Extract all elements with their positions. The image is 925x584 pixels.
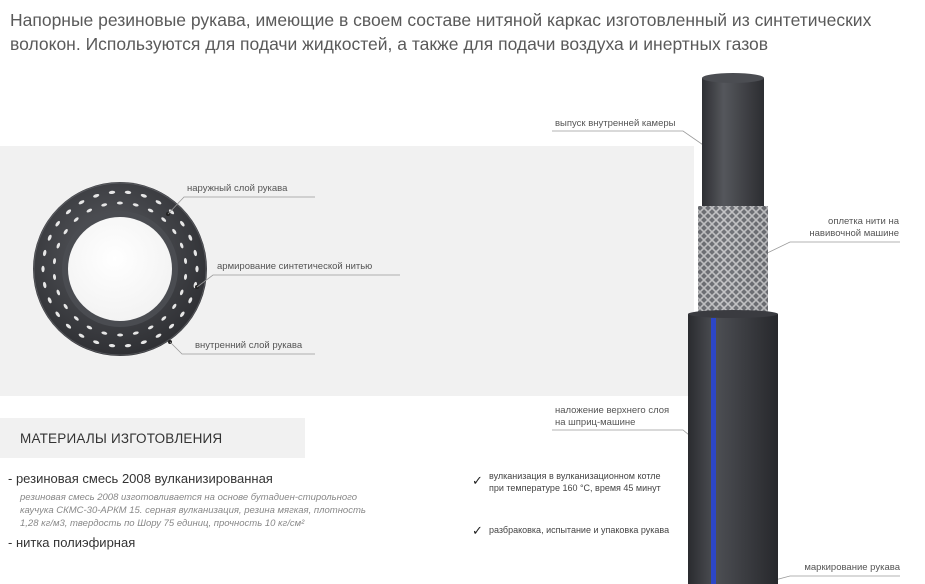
desc-line: каучука СКМС-30-АРКМ 15. серная вулканизация, резина мягкая, плотность [20, 505, 366, 516]
desc-line: 1,28 кг/м3, твердость по Шору 75 единиц, прочность 10 кг/см² [20, 518, 305, 529]
label-reinforcement: армирование синтетической нитью [217, 261, 373, 272]
label-braiding-1: оплетка нити на [828, 216, 899, 227]
materials-title: МАТЕРИАЛЫ ИЗГОТОВЛЕНИЯ [20, 431, 223, 446]
label-marking: маркирование рукава [804, 562, 900, 573]
label-top-layer-1: наложение верхнего слоя [555, 405, 670, 416]
outer-hose [688, 314, 778, 584]
intro-text: Напорные резиновые рукава, имеющие в своем составе нитяной каркас изготовленный из синтетических волокон. Используются для подачи жидкостей, а также для подачи воздуха и инертных газов [10, 10, 872, 54]
label-top-layer-2: на шприц-машине [555, 417, 636, 428]
check-icon: ✓ [472, 523, 483, 538]
label-inner-layer: внутренний слой рукава [195, 340, 303, 351]
marking-stripe [711, 318, 716, 584]
material-polyester: - нитка полиэфирная [8, 535, 136, 550]
desc-line: резиновая смесь 2008 изготовливается на основе бутадиен-стирольного [20, 492, 358, 503]
label-braiding-2: навивочной машине [809, 228, 899, 239]
step-vulcanization-1: вулканизация в вулканизационном котле [489, 471, 661, 481]
step-testing: разбраковка, испытание и упаковка рукава [489, 525, 670, 535]
label-outer-layer: наружный слой рукава [187, 183, 288, 194]
step-vulcanization-2: при температуре 160 °С, время 45 минут [489, 483, 661, 493]
material-rubber: - резиновая смесь 2008 вулканизированная [8, 471, 273, 486]
material-rubber-description [20, 491, 420, 530]
label-inner-chamber: выпуск внутренней камеры [555, 118, 676, 129]
inner-chamber-tube [702, 78, 764, 218]
check-icon: ✓ [472, 473, 483, 488]
